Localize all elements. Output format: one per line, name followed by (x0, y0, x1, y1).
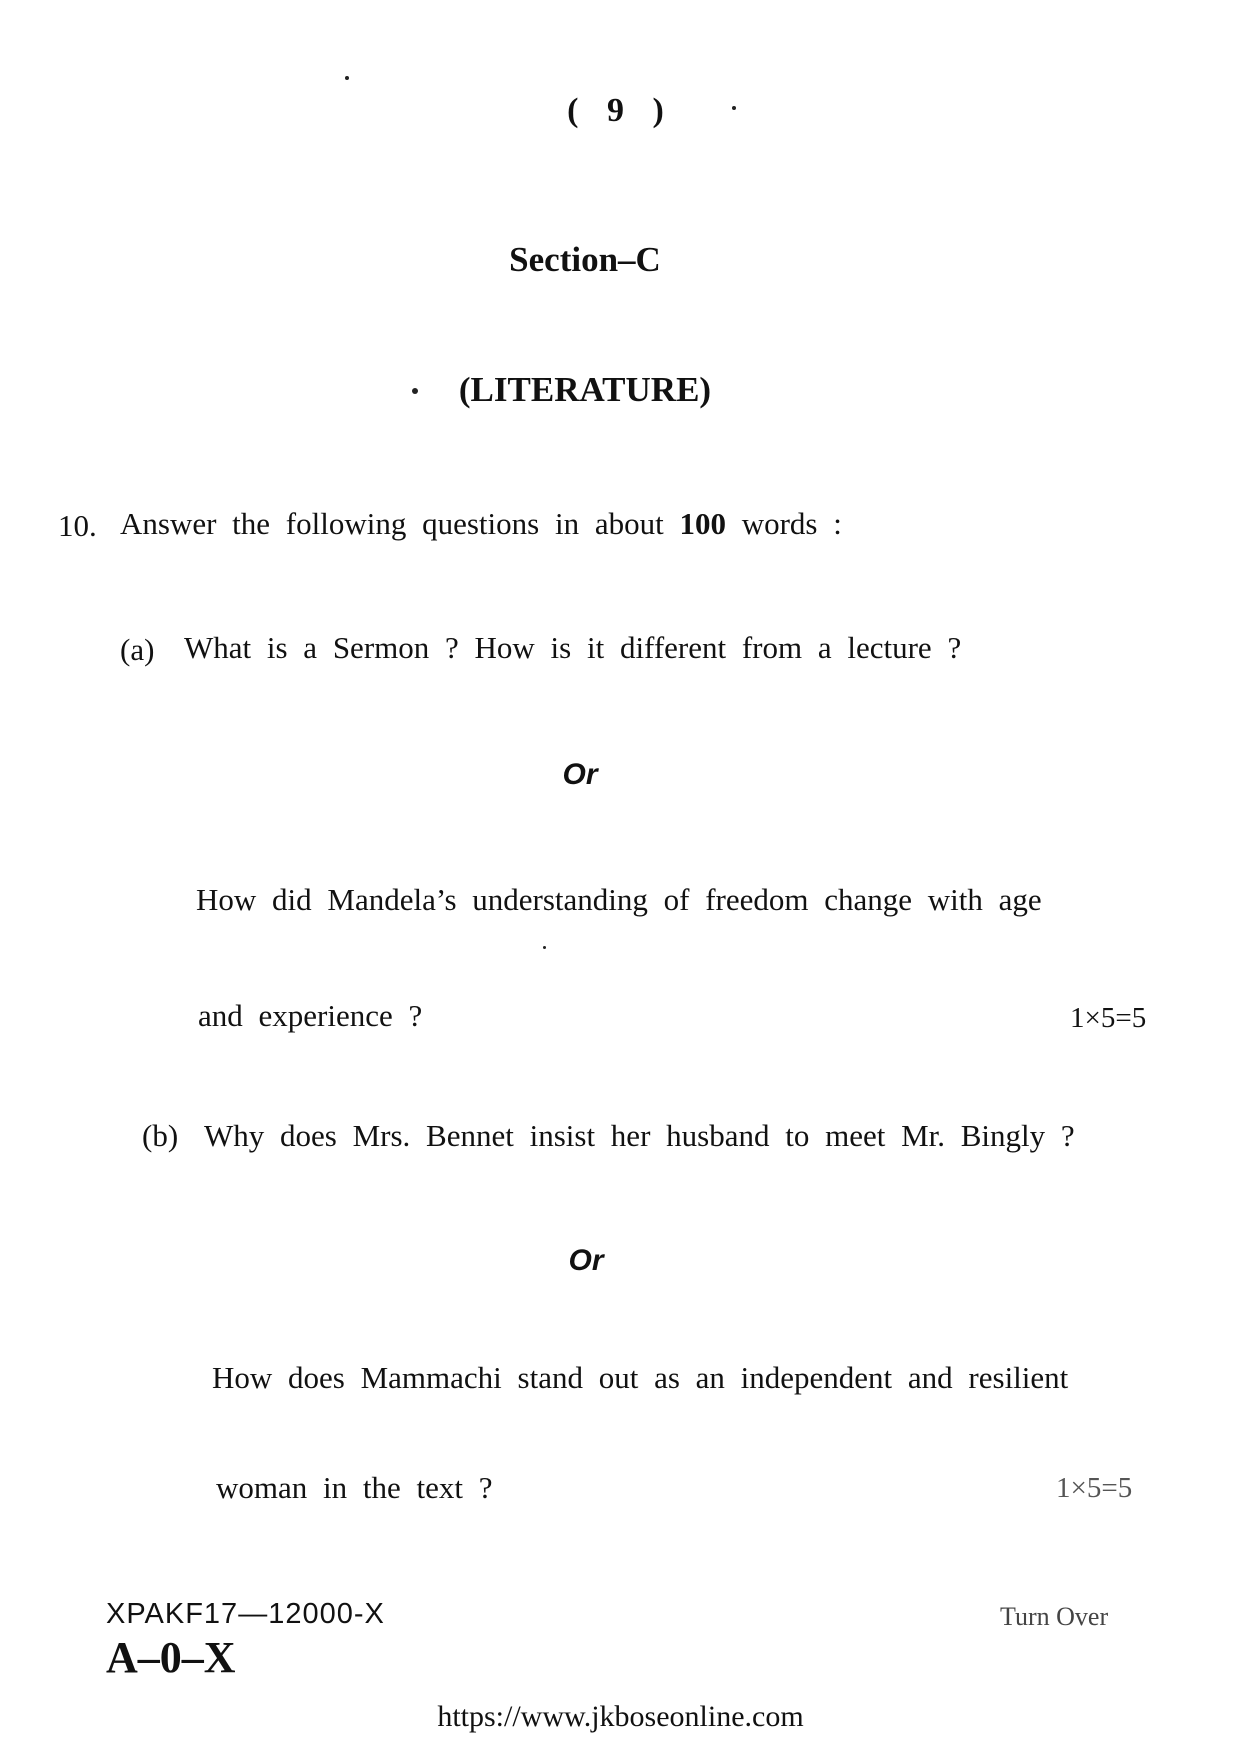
part-a-marks: 1×5=5 (1070, 1002, 1147, 1034)
set-code: A–0–X (106, 1633, 236, 1682)
scan-speck (345, 76, 349, 80)
turn-over-note: Turn Over (1000, 1602, 1109, 1631)
part-b-marks: 1×5=5 (1056, 1472, 1133, 1504)
subject-title: (LITERATURE) (458, 370, 712, 409)
question-number: 10. (58, 508, 97, 543)
part-a-alt-line1: How did Mandela’s understanding of freedom change with age (196, 882, 1042, 917)
scan-speck (543, 946, 546, 949)
instruction-prefix: Answer the following questions in about (120, 506, 664, 541)
part-a-or: Or (562, 758, 598, 791)
question-instruction (120, 506, 842, 542)
part-b-label: (b) (142, 1118, 179, 1153)
source-url: https://www.jkboseonline.com (437, 1700, 804, 1733)
paper-code: XPAKF17—12000-X (106, 1598, 385, 1630)
page-number: ( 9 ) (567, 92, 674, 129)
part-b-or: Or (568, 1244, 604, 1277)
part-a-alt-line2: and experience ? (198, 998, 423, 1033)
part-a-question: What is a Sermon ? How is it different from a lecture ? (184, 630, 962, 665)
part-a-label: (a) (120, 632, 155, 667)
section-title: Section–C (509, 240, 661, 279)
instruction-word-count: 100 (679, 506, 726, 541)
part-b-alt-line2: woman in the text ? (216, 1470, 493, 1505)
instruction-suffix: words : (741, 506, 842, 541)
part-b-alt-line1: How does Mammachi stand out as an independent and resilient (212, 1360, 1069, 1395)
scan-speck (732, 106, 736, 110)
part-b-question: Why does Mrs. Bennet insist her husband to meet Mr. Bingly ? (204, 1118, 1075, 1153)
